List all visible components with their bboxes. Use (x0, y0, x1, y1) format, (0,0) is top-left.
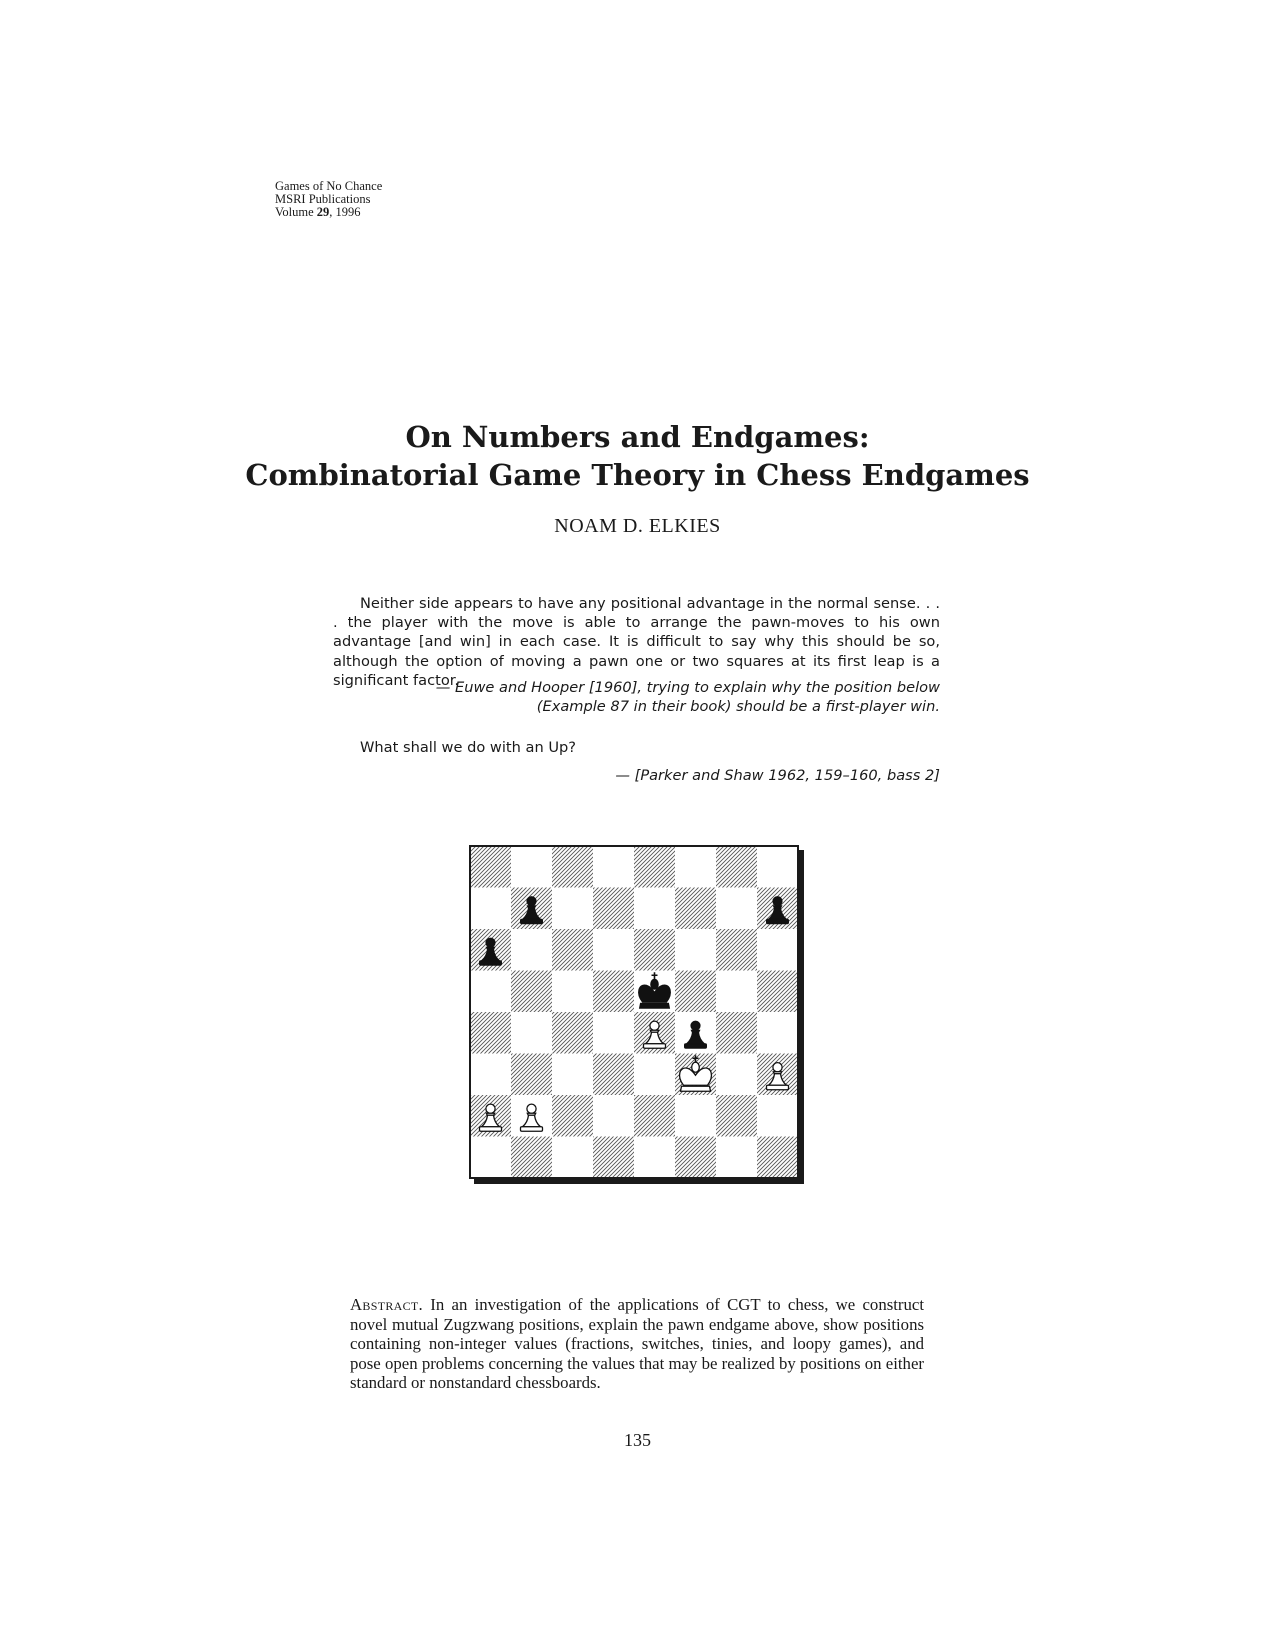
square-c2 (552, 1095, 593, 1137)
square-d8 (593, 846, 634, 888)
square-h1 (757, 1137, 798, 1179)
square-c3 (552, 1054, 593, 1096)
square-g5 (716, 971, 757, 1013)
square-h2 (757, 1095, 798, 1137)
square-g2 (716, 1095, 757, 1137)
square-f1 (675, 1137, 716, 1179)
epigraph-quote-2: What shall we do with an Up? (360, 739, 577, 756)
square-a3 (470, 1054, 511, 1096)
square-g6 (716, 929, 757, 971)
epigraph-attribution-1: — Euwe and Hooper [1960], trying to explain why the position below (Example 87 in their book) should be a first-player win. (435, 679, 940, 716)
square-c5 (552, 971, 593, 1013)
paper-title (0, 418, 1275, 494)
epigraph-quote-1: Neither side appears to have any positional advantage in the normal sense. . . . the player with the move is able to arrange the pawn-moves to his own advantage [and win] in each case. It is difficult to say why this should be so, although the option of moving a pawn one or two squares at its first leap is a significant factor. (333, 595, 940, 689)
square-b5 (511, 971, 552, 1013)
square-d4 (593, 1012, 634, 1054)
square-c8 (552, 846, 593, 888)
square-g8 (716, 846, 757, 888)
abstract-label: Abstract. (350, 1295, 424, 1314)
square-a5 (470, 971, 511, 1013)
abstract-text: In an investigation of the applications of CGT to chess, we construct novel mutual Zugzwang positions, explain the pawn endgame above, show positions containing non-integer values (fractions, switches, tinies, and loopy games), and pose open problems concerning the values that may be realized by positions on either standard or nonstandard chessboards. (350, 1295, 924, 1392)
square-d5 (593, 971, 634, 1013)
journal-header (275, 180, 382, 219)
square-d1 (593, 1137, 634, 1179)
square-h4 (757, 1012, 798, 1054)
square-a8 (470, 846, 511, 888)
square-f6 (675, 929, 716, 971)
square-e1 (634, 1137, 675, 1179)
square-g7 (716, 888, 757, 930)
square-h6 (757, 929, 798, 971)
abstract (350, 1295, 924, 1393)
square-h5 (757, 971, 798, 1013)
square-a4 (470, 1012, 511, 1054)
publisher: MSRI Publications (275, 192, 371, 206)
square-a7 (470, 888, 511, 930)
square-f7 (675, 888, 716, 930)
title-line-2: Combinatorial Game Theory in Chess Endgames (245, 458, 1030, 492)
square-h8 (757, 846, 798, 888)
square-d2 (593, 1095, 634, 1137)
square-e6 (634, 929, 675, 971)
square-e7 (634, 888, 675, 930)
square-g1 (716, 1137, 757, 1179)
square-e2 (634, 1095, 675, 1137)
square-b4 (511, 1012, 552, 1054)
square-b1 (511, 1137, 552, 1179)
square-g4 (716, 1012, 757, 1054)
title-line-1: On Numbers and Endgames: (405, 420, 870, 454)
journal-series: Games of No Chance (275, 179, 383, 193)
square-b6 (511, 929, 552, 971)
square-g3 (716, 1054, 757, 1096)
square-d6 (593, 929, 634, 971)
chess-board (469, 845, 805, 1185)
square-f2 (675, 1095, 716, 1137)
author-name: NOAM D. ELKIES (554, 515, 721, 537)
volume-line: Volume 29, 1996 (275, 205, 361, 219)
square-a1 (470, 1137, 511, 1179)
epigraph-attribution-2: — [Parker and Shaw 1962, 159–160, bass 2] (615, 767, 940, 784)
square-c7 (552, 888, 593, 930)
page-number: 135 (624, 1430, 651, 1450)
square-f8 (675, 846, 716, 888)
square-e3 (634, 1054, 675, 1096)
chess-diagram (469, 845, 805, 1189)
square-e8 (634, 846, 675, 888)
square-c1 (552, 1137, 593, 1179)
square-c6 (552, 929, 593, 971)
square-d7 (593, 888, 634, 930)
square-c4 (552, 1012, 593, 1054)
square-d3 (593, 1054, 634, 1096)
square-b3 (511, 1054, 552, 1096)
square-b8 (511, 846, 552, 888)
square-f5 (675, 971, 716, 1013)
